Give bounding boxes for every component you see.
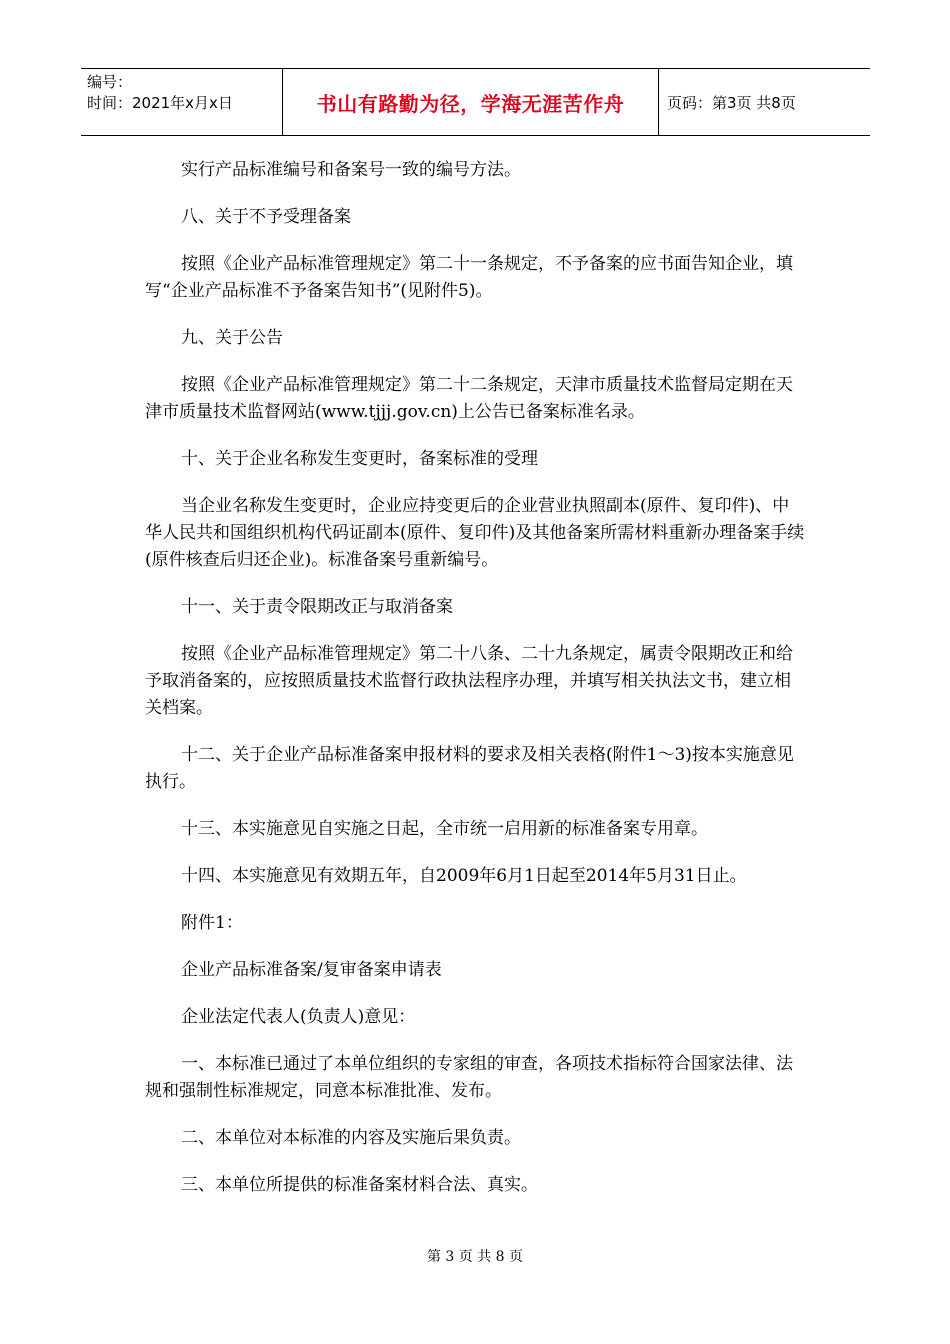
header-meta: [81, 69, 283, 135]
header-time: 时间：2021年x月x日: [87, 94, 233, 112]
attachment-label: 附件1：: [181, 913, 243, 933]
header-motto: 书山有路勤为径，学海无涯苦作舟: [316, 91, 625, 116]
paragraph: 三、本单位所提供的标准备案材料合法、真实。: [181, 1175, 538, 1195]
section-heading: 十一、关于责令限期改正与取消备案: [181, 597, 453, 617]
header-motto-cell: [283, 69, 659, 135]
paragraph: 二、本单位对本标准的内容及实施后果负责。: [181, 1128, 521, 1148]
header-page-info: 页码：第3页 共8页: [667, 93, 796, 112]
paragraph: 按照《企业产品标准管理规定》第二十二条规定，天津市质量技术监督局定期在天津市质量技术监督网站(www.tjjj.gov.cn)上公告已备案标准名录。: [145, 375, 793, 422]
paragraph: 十四、本实施意见有效期五年，自2009年6月1日起至2014年5月31日止。: [181, 866, 747, 886]
section-heading: 九、关于公告: [181, 328, 283, 348]
section-heading: 十、关于企业名称发生变更时，备案标准的受理: [181, 449, 538, 469]
form-title: 企业产品标准备案/复审备案申请表: [181, 960, 442, 980]
paragraph: 十二、关于企业产品标准备案申报材料的要求及相关表格(附件1～3)按本实施意见执行。: [145, 745, 794, 792]
paragraph: 企业法定代表人(负责人)意见：: [181, 1007, 416, 1027]
header-number: 编号：: [87, 73, 133, 91]
paragraph: 当企业名称发生变更时，企业应持变更后的企业营业执照副本(原件、复印件)、中华人民共和国组织机构代码证副本(原件、复印件)及其他备案所需材料重新办理备案手续(原件核查后归还企业)。标准备案号重新编号。: [145, 496, 805, 570]
paragraph: 实行产品标准编号和备案号一致的编号方法。: [181, 160, 521, 180]
page-footer: 第 3 页 共 8 页: [426, 1249, 524, 1265]
paragraph: 一、本标准已通过了本单位组织的专家组的审查，各项技术指标符合国家法律、法规和强制性标准规定，同意本标准批准、发布。: [145, 1054, 793, 1101]
document-body: [145, 157, 805, 1199]
page-header: [81, 68, 870, 136]
paragraph: 十三、本实施意见自实施之日起，全市统一启用新的标准备案专用章。: [181, 819, 708, 839]
paragraph: 按照《企业产品标准管理规定》第二十一条规定，不予备案的应书面告知企业，填写“企业产品标准不予备案告知书”(见附件5)。: [145, 254, 793, 301]
paragraph: 按照《企业产品标准管理规定》第二十八条、二十九条规定，属责令限期改正和给予取消备案的，应按照质量技术监督行政执法程序办理，并填写相关执法文书，建立相关档案。: [145, 644, 793, 718]
section-heading: 八、关于不予受理备案: [181, 207, 351, 227]
